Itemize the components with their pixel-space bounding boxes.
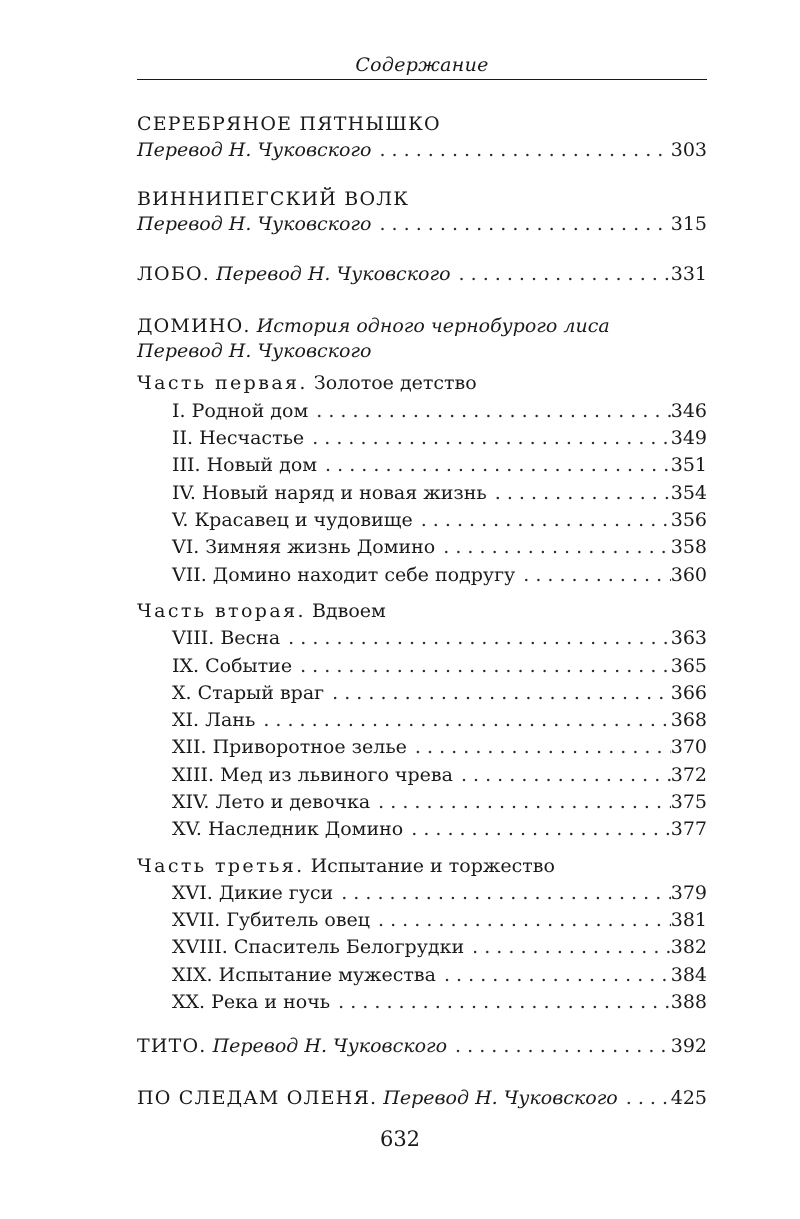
chapter-title: XV. Наследник Домино [172,818,404,840]
page-number: 632 [379,1127,421,1151]
dot-leader [371,136,670,164]
page-ref: 388 [670,991,707,1013]
toc-entry-chapter[interactable] [172,679,707,707]
toc-entry-lobo[interactable] [137,260,707,288]
header-rule [137,79,707,80]
toc-entry-chapter[interactable] [172,451,707,479]
chapter-title: VIII. Весна [172,627,281,649]
page-ref: 425 [670,1087,707,1109]
dot-leader [464,933,671,961]
chapter-title: VII. Домино находит себе подругу [172,564,516,586]
chapter-title: VI. Зимняя жизнь Домино [172,536,436,558]
section-title-tito: ТИТО. [137,1035,207,1057]
page-ref: 384 [670,964,707,986]
translator-credit: Перевод Н. Чуковского [137,213,372,235]
page-ref: 349 [670,427,707,449]
toc-entry-chapter[interactable] [172,652,707,680]
page-ref: 356 [670,509,707,531]
section-title-domino-line [137,312,707,340]
chapter-title: X. Старый враг [172,682,325,704]
chapter-title: XI. Лань [172,709,256,731]
translator-credit: Перевод Н. Чуковского [212,1035,448,1057]
toc-entry-chapter[interactable] [172,815,707,843]
toc-entry-chapter[interactable] [172,397,707,425]
page-ref: 368 [670,709,707,731]
toc-entry-chapter[interactable] [172,624,707,652]
chapter-title: XIX. Испытание мужества [172,964,436,986]
dot-leader [451,260,671,288]
page-ref: 303 [670,139,707,161]
dot-leader [618,1084,671,1112]
dot-leader [413,506,671,534]
page-ref: 381 [670,909,707,931]
toc-entry-chapter[interactable] [172,788,707,816]
running-head: Содержание [355,54,489,76]
part-label: Часть первая. [137,372,308,394]
page-ref: 354 [670,482,707,504]
dot-leader [324,679,671,707]
part-name: Золотое детство [313,372,477,394]
dot-leader [436,961,671,989]
chapter-title: IV. Новый наряд и новая жизнь [172,482,487,504]
chapter-title: XX. Река и ночь [172,991,331,1013]
toc-entry-chapter[interactable] [172,761,707,789]
section-title-winnipeg: ВИННИПЕГСКИЙ ВОЛК [137,188,410,210]
part-heading-1 [137,369,707,397]
page-ref: 358 [670,536,707,558]
toc-entry-chapter[interactable] [172,906,707,934]
dot-leader [308,397,671,425]
chapter-title: XII. Приворотное зелье [172,736,407,758]
section-subtitle: История одного чернобурого лиса [256,315,610,337]
toc-entry-chapter[interactable] [172,933,707,961]
chapter-title: XVIII. Спаситель Белогрудки [172,936,465,958]
toc-entry-tito[interactable] [137,1032,707,1060]
part-name: Испытание и торжество [310,855,555,877]
toc-entry-silverspot[interactable] [137,136,707,164]
page-ref: 365 [670,655,707,677]
toc-entry-winnipeg[interactable] [137,210,707,238]
section-title-silverspot: СЕРЕБРЯНОЕ ПЯТНЫШКО [137,113,441,135]
dot-leader [330,988,671,1016]
chapter-title: IX. Событие [172,655,293,677]
page-ref: 379 [670,882,707,904]
chapter-title: XIV. Лето и девочка [172,791,371,813]
dot-leader [333,879,671,907]
toc-entry-chapter[interactable] [172,424,707,452]
chapter-title: III. Новый дом [172,454,318,476]
dot-leader [304,424,671,452]
page-ref: 372 [670,764,707,786]
page-ref: 375 [670,791,707,813]
toc-entry-chapter[interactable] [172,706,707,734]
dot-leader [407,733,671,761]
part-heading-3 [137,852,707,880]
dot-leader [403,815,671,843]
entry-text [137,1032,447,1060]
chapter-title: V. Красавец и чудовище [172,509,413,531]
translator-credit: Перевод Н. Чуковского [137,340,372,362]
chapter-title: XIII. Мед из львиного чрева [172,764,453,786]
toc-entry-chapter[interactable] [172,561,707,589]
part-heading-2 [137,597,707,625]
toc-entry-chapter[interactable] [172,961,707,989]
page-ref: 377 [670,818,707,840]
page-ref: 346 [670,400,707,422]
part-label: Часть вторая. [137,600,306,622]
page-ref: 366 [670,682,707,704]
toc-entry-chapter[interactable] [172,479,707,507]
part-name: Вдвоем [311,600,386,622]
translator-credit: Перевод Н. Чуковского [383,1087,618,1109]
chapter-title: II. Несчастье [172,427,305,449]
section-title-domino: ДОМИНО. [137,315,251,337]
dot-leader [255,706,670,734]
entry-text [137,260,451,288]
dot-leader [280,624,671,652]
dot-leader [515,561,671,589]
translator-credit: Перевод Н. Чуковского [216,263,451,285]
toc-entry-chapter[interactable] [172,733,707,761]
page-ref: 351 [670,454,707,476]
dot-leader [447,1032,671,1060]
chapter-title: XVII. Губитель овец [172,909,371,931]
part-label: Часть третья. [137,855,305,877]
toc-entry-chapter[interactable] [172,533,707,561]
page-ref: 363 [670,627,707,649]
dot-leader [370,906,671,934]
dot-leader [487,479,671,507]
chapter-title: I. Родной дом [172,400,309,422]
toc-entry-chapter[interactable] [172,506,707,534]
dot-leader [453,761,671,789]
dot-leader [317,451,671,479]
toc-entry-chapter[interactable] [172,988,707,1016]
page-ref: 315 [670,213,707,235]
section-title-trail: ПО СЛЕДАМ ОЛЕНЯ. [137,1087,378,1109]
page-ref: 392 [670,1035,707,1057]
dot-leader [370,788,671,816]
entry-text [137,1084,618,1112]
section-title-lobo: ЛОБО. [137,263,211,285]
chapter-title: XVI. Дикие гуси [172,882,334,904]
page-ref: 382 [670,936,707,958]
translator-credit: Перевод Н. Чуковского [137,139,372,161]
dot-leader [371,210,670,238]
toc-entry-chapter[interactable] [172,879,707,907]
page-ref: 331 [670,263,707,285]
dot-leader [435,533,670,561]
page-ref: 370 [670,736,707,758]
dot-leader [292,652,671,680]
toc-entry-trail[interactable] [137,1084,707,1112]
page-ref: 360 [670,564,707,586]
